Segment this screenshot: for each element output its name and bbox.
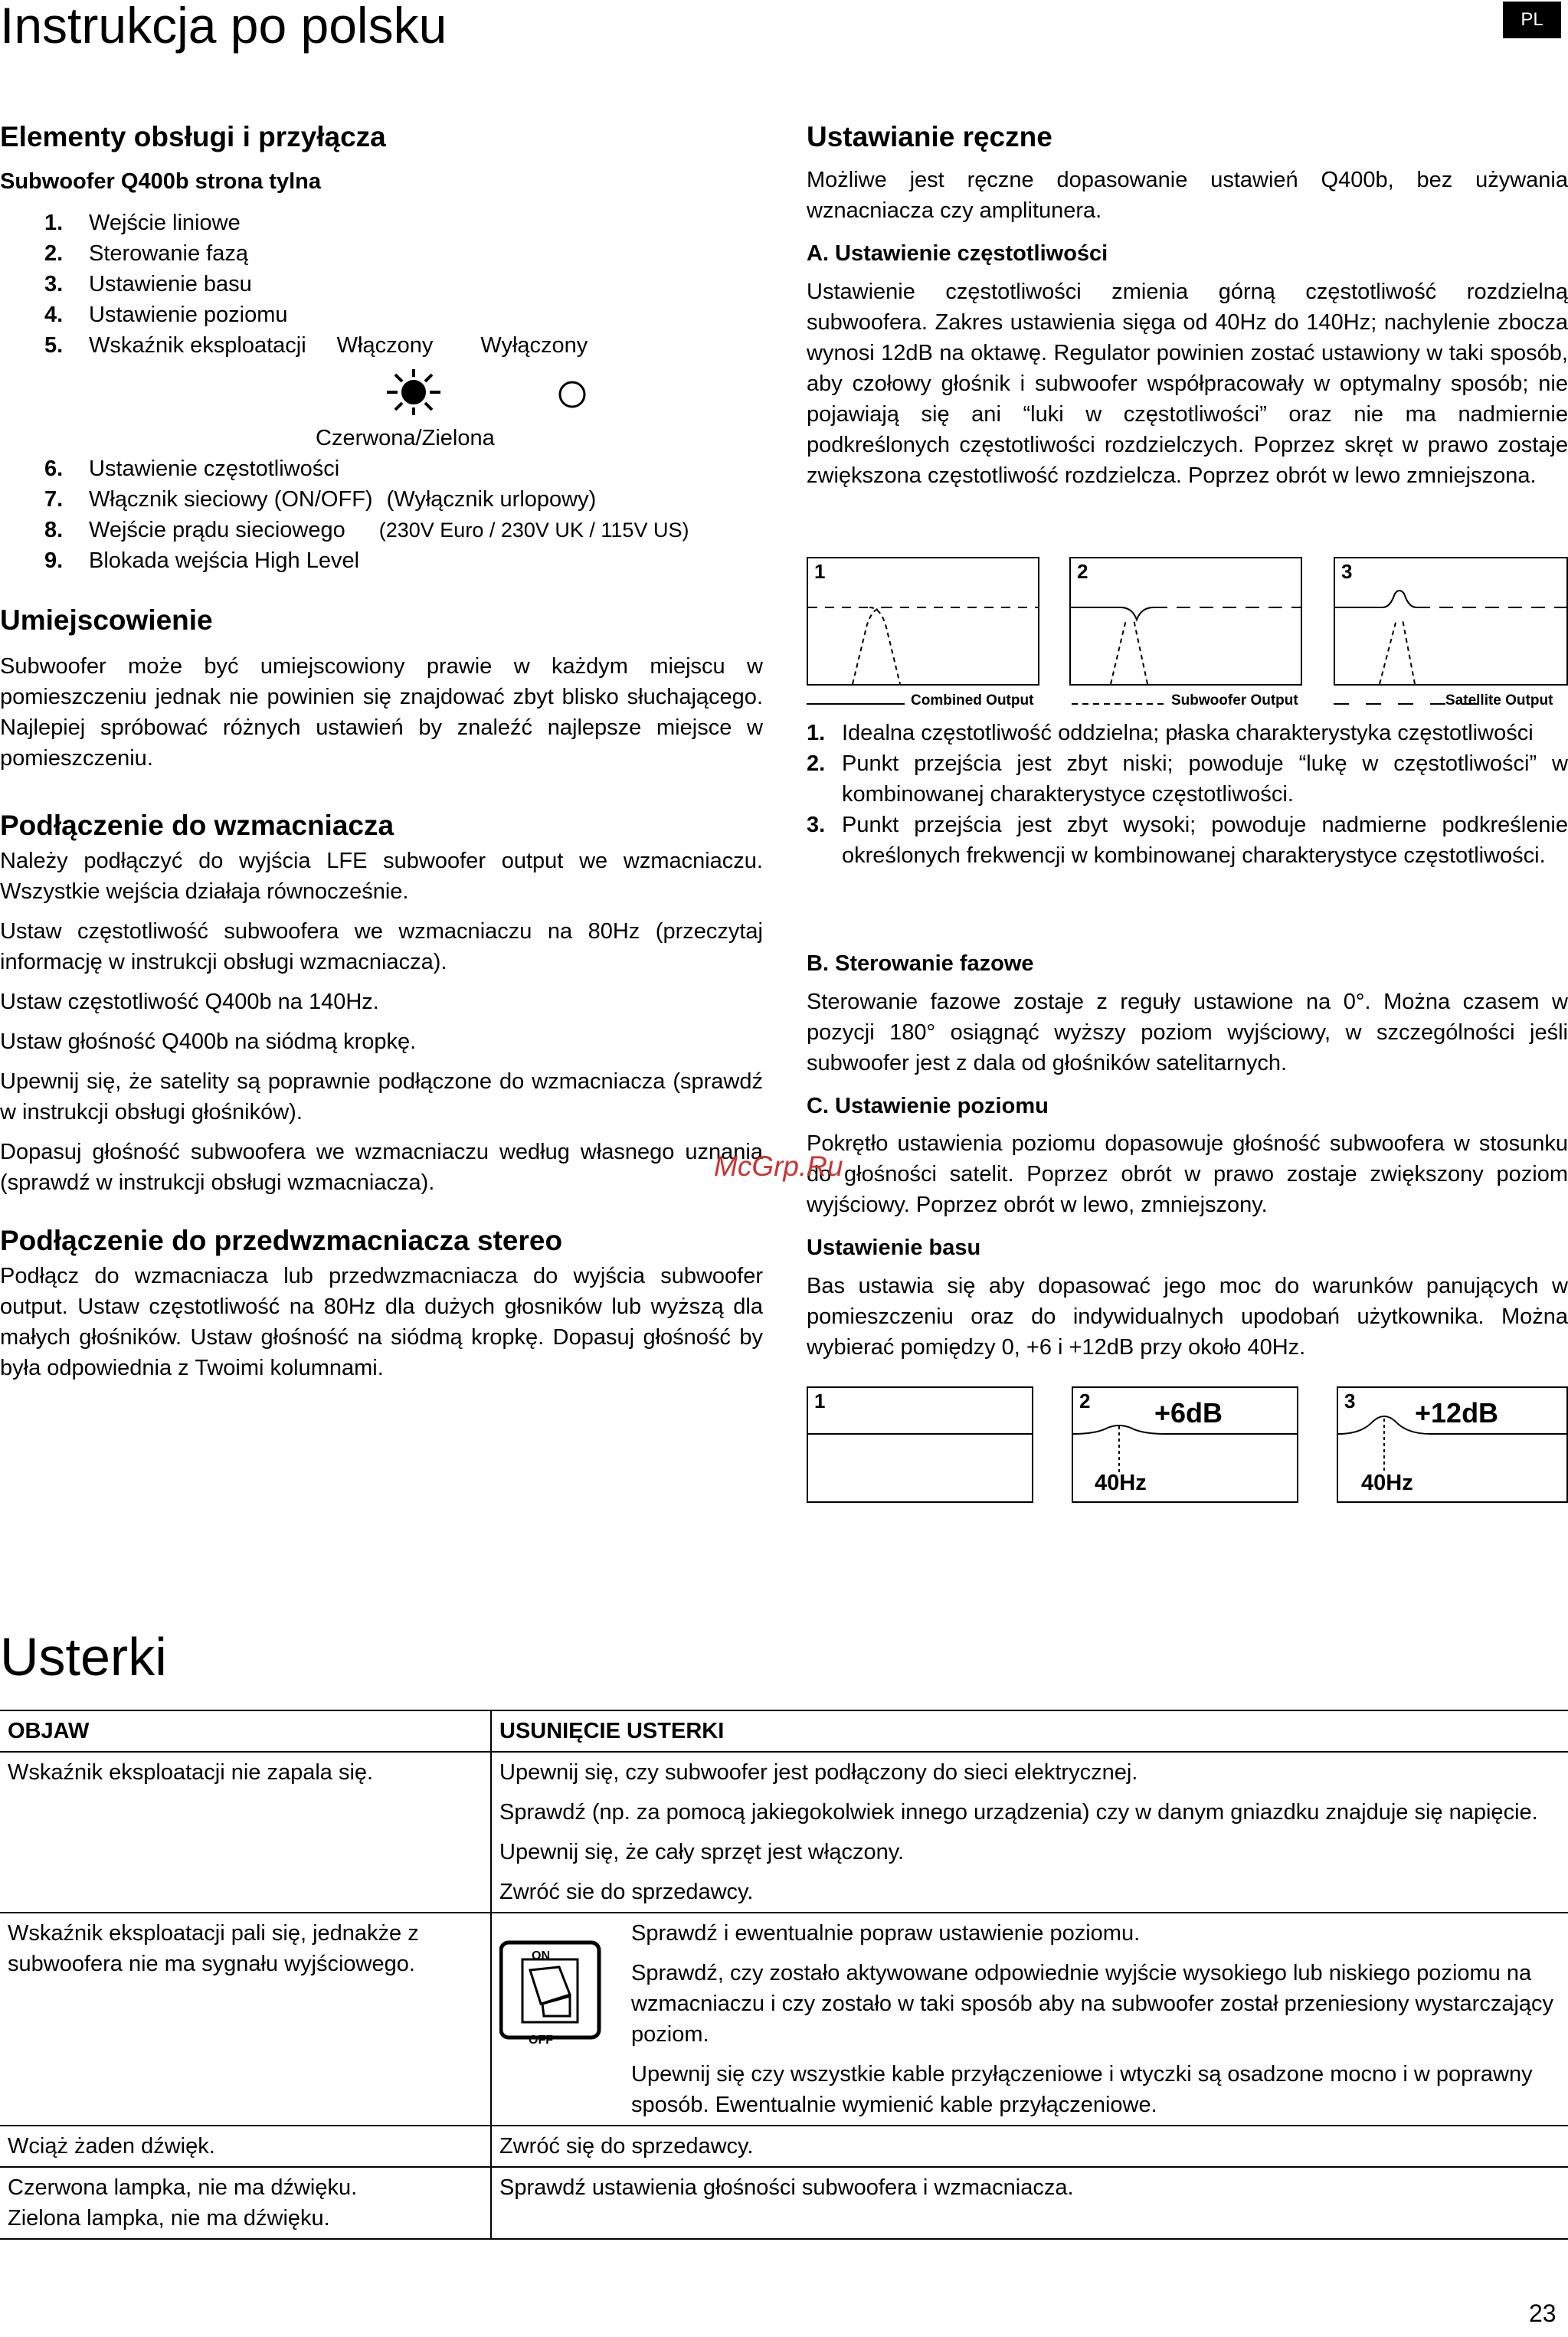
legend-combined: Combined Output	[911, 692, 1034, 709]
bass-text: Bas ustawia się aby dopasować jego moc do warunków panujących w pomieszczeniu oraz do indywidualnych upodobań użytkownika. Można wybierać pomiędzy 0, +6 i +12dB przy około 40Hz.	[807, 1274, 1568, 1360]
diagram-legend	[807, 692, 1568, 715]
paragraph: Ustaw głośność Q400b na siódmą kropkę.	[0, 1029, 417, 1055]
gain-label: +12dB	[1415, 1397, 1499, 1429]
switch-off-label: OFF	[529, 2034, 553, 2047]
table-header-row	[0, 1710, 1568, 1752]
legend-subwoofer: Subwoofer Output	[1171, 692, 1298, 709]
controls-list	[44, 208, 763, 361]
amp-heading: Podłączenie do wzmacniacza	[0, 810, 394, 841]
symptom-cell: Wciąż żaden dźwięk.	[0, 2126, 491, 2167]
crossover-diagram-2: 2	[1069, 557, 1302, 686]
on-label: Włączony	[336, 333, 434, 358]
symptom-cell: Wskaźnik eksploatacji pali się, jednakże z subwoofera nie ma sygnału wyjściowego.	[0, 1913, 491, 2126]
crossover-diagram-1: 1	[807, 557, 1039, 686]
list-item: 1. Wejście liniowe	[44, 211, 241, 236]
crossover-diagram-3: 3	[1334, 557, 1568, 686]
fix-cell: Zwróć się do sprzedawcy.	[499, 2134, 754, 2159]
led-off-icon	[557, 379, 588, 410]
paragraph: Ustaw częstotliwość Q400b na 140Hz.	[0, 990, 379, 1015]
list-item: 2. Sterowanie fazą	[44, 241, 248, 267]
placement-heading: Umiejscowienie	[0, 604, 213, 636]
legend-satellite: Satellite Output	[1445, 692, 1553, 709]
bass-diagram-1: 1	[807, 1386, 1033, 1503]
level-heading: C. Ustawienie poziomu	[807, 1093, 1049, 1118]
list-item: 2. Punkt przejścia jest zbyt niski; powoduje “lukę w częstotliwości” w kombinowanej charakterystyce częstotliwości.	[807, 751, 1568, 807]
list-item: 4. Ustawienie poziomu	[44, 303, 288, 328]
phase-text: Sterowanie fazowe zostaje z reguły ustawione na 0°. Można czasem w pozycji 180° osiągnąć wyższy poziom wyjściowy, w szczególności jeśli subwoofer jest z dala od głośników satelitarnych.	[807, 989, 1568, 1075]
amp-text	[0, 846, 763, 1198]
power-switch-icon	[499, 1918, 631, 2120]
paragraph: Należy podłączyć do wyjścia LFE subwoofer output we wzmacniaczu. Wszystkie wejścia działaja równocześnie.	[0, 849, 763, 905]
manual-section	[807, 120, 1568, 491]
controls-heading: Elementy obsługi i przyłącza	[0, 121, 386, 152]
manual-text: Możliwe jest ręczne dopasowanie ustawień Q400b, bez używania wznacniacza czy amplitunera.	[807, 168, 1568, 224]
level-text: Pokrętło ustawienia poziomu dopasowuje głośność subwoofera w stosunku do głośności satelit. Poprzez obrót w prawo zostaje zwiększony poziom wyjściowy. Poprzez obrót w lewo, zmniejszony.	[807, 1131, 1568, 1218]
phase-heading: B. Sterowanie fazowe	[807, 951, 1034, 976]
page-number: 23	[1529, 2299, 1557, 2327]
fix-cell: ON OFF Sprawdź i ewentualnie popraw ustawienie poziomu. Sprawdź, czy zostało aktywowane odpowiednie wyjście wysokiego lub niskiego poziomu na wzmacniaczu i czy zostało w taki sposób aby na subwoofer został przeniesiony wystarczający poziom. Upewnij się czy wszystkie kable przyłączeniowe i wtyczki są osadzone mocno i w poprawny sposób. Ewentualnie wymienić kable przyłączeniowe.	[491, 1913, 1568, 2126]
bass-diagram-2: 2 +6dB 40Hz	[1072, 1386, 1298, 1503]
list-item: 9. Blokada wejścia High Level	[44, 548, 360, 573]
led-on-icon	[379, 365, 448, 419]
table-row	[0, 2126, 1568, 2167]
controls-list-2	[44, 453, 689, 576]
list-item: 3. Punkt przejścia jest zbyt wysoki; powoduje nadmierne podkreślenie określonych frekwencji w kombinowanej charakterystyce częstotliwości.	[807, 813, 1568, 868]
freq-text: Ustawienie częstotliwości zmienia górną częstotliwość rozdzielną subwoofera. Zakres ustawienia sięga od 40Hz do 140Hz; nachylenie zbocza wynosi 12dB na oktawę. Regulator powinien zostać ustawiony w taki sposób, aby czołowy głośnik i subwoofer współpracowały w optymalny sposób; nie pojawiają się ani “luki w częstotliwości” oraz nie ma nadmiernie podkreślonych częstotliwości rozdzielczych. Poprzez skręt w prawo zostaje zwiększona częstotliwość rozdzielcza. Poprzez obrót w lewo zmniejszona.	[807, 280, 1568, 489]
preamp-heading: Podłączenie do przedwzmacniacza stereo	[0, 1225, 563, 1256]
symptom-cell: Wskaźnik eksploatacji nie zapala się.	[0, 1752, 491, 1913]
table-row	[0, 1752, 1568, 1913]
placement-section	[0, 604, 763, 774]
paragraph: Ustaw częstotliwość subwoofera we wzmacniaczu na 80Hz (przeczytaj informację w instrukcji obsługi wzmacniacza).	[0, 919, 763, 975]
controls-subheading: Subwoofer Q400b strona tylna	[0, 169, 321, 195]
paragraph: Upewnij się, że satelity są poprawnie podłączone do wzmacniacza (sprawdź w instrukcji obsługi głośników).	[0, 1069, 763, 1125]
column-header: OBJAW	[0, 1710, 491, 1752]
paragraph: Dopasuj głośność subwoofera we wzmacniaczu według własnego uznania (sprawdź w instrukcji obsługi wzmacniacza).	[0, 1140, 763, 1196]
table-row	[0, 2167, 1568, 2239]
preamp-text: Podłącz do wzmacniacza lub przedwzmacniacza do wyjścia subwoofer output. Ustaw częstotliwość na 80Hz dla dużych głosników lub wyższą dla małych głośników. Ustaw głośność na siódmą kropkę. Dopasuj głośność by była odpowiednia z Twoimi kolumnami.	[0, 1264, 763, 1381]
freq-heading: A. Ustawienie częstotliwości	[807, 241, 1108, 267]
controls-section	[0, 120, 763, 361]
symptom-cell: Czerwona lampka, nie ma dźwięku. Zielona lampka, nie ma dźwięku.	[0, 2167, 491, 2239]
bass-heading: Ustawienie basu	[807, 1236, 981, 1261]
freq-label: 40Hz	[1361, 1471, 1413, 1495]
troubleshooting-table	[0, 1710, 1568, 2240]
list-item: 3. Ustawienie basu	[44, 272, 252, 297]
fix-cell: Sprawdź ustawienia głośności subwoofera i wzmacniacza.	[499, 2175, 1074, 2200]
table-row	[0, 1913, 1568, 2126]
freq-label: 40Hz	[1095, 1471, 1147, 1495]
list-item: 1. Idealna częstotliwość oddzielna; płaska charakterystyka częstotliwości	[807, 721, 1534, 745]
manual-heading: Ustawianie ręczne	[807, 121, 1052, 152]
bass-diagram-3: 3 +12dB 40Hz	[1337, 1386, 1568, 1503]
column-header: USUNIĘCIE USTERKI	[499, 1719, 725, 1743]
watermark: McGrp.Ru	[714, 1150, 843, 1182]
troubleshooting-title: Usterki	[0, 1627, 167, 1687]
led-colors-label: Czerwona/Zielona	[316, 426, 495, 450]
list-item: 8. Wejście prądu sieciowego (230V Euro / 230V UK / 115V US)	[44, 518, 689, 542]
switch-on-label: ON	[532, 1949, 550, 1962]
preamp-section	[0, 1224, 763, 1383]
list-item: 5. Wskaźnik eksploatacji Włączony Wyłączony	[44, 330, 763, 361]
gain-label: +6dB	[1154, 1397, 1223, 1429]
page-title: Instrukcja po polsku	[0, 0, 447, 54]
list-item: 6. Ustawienie częstotliwości	[44, 457, 340, 481]
placement-text: Subwoofer może być umiejscowiony prawie w każdym miejscu w pomieszczeniu jednak nie powinien się znajdować zbyt blisko słuchającego. Najlepiej spróbować różnych ustawień by znaleźć najlepsze miejsce w pomieszczeniu.	[0, 654, 763, 771]
list-item: 7. Włącznik sieciowy (ON/OFF) (Wyłącznik urlopowy)	[44, 487, 597, 512]
amp-section	[0, 809, 763, 1207]
crossover-notes	[807, 718, 1568, 871]
fix-cell: Upewnij się, czy subwoofer jest podłączony do sieci elektrycznej. Sprawdź (np. za pomocą jakiegokolwiek innego urządzenia) czy w danym gniazdku znajduje się napięcie. Upewnij się, że cały sprzęt jest włączony. Zwróć sie do sprzedawcy.	[499, 1760, 1538, 1904]
off-label: Wyłączony	[480, 333, 588, 358]
phase-level-section	[807, 950, 1568, 1363]
language-badge: PL	[1503, 2, 1561, 38]
